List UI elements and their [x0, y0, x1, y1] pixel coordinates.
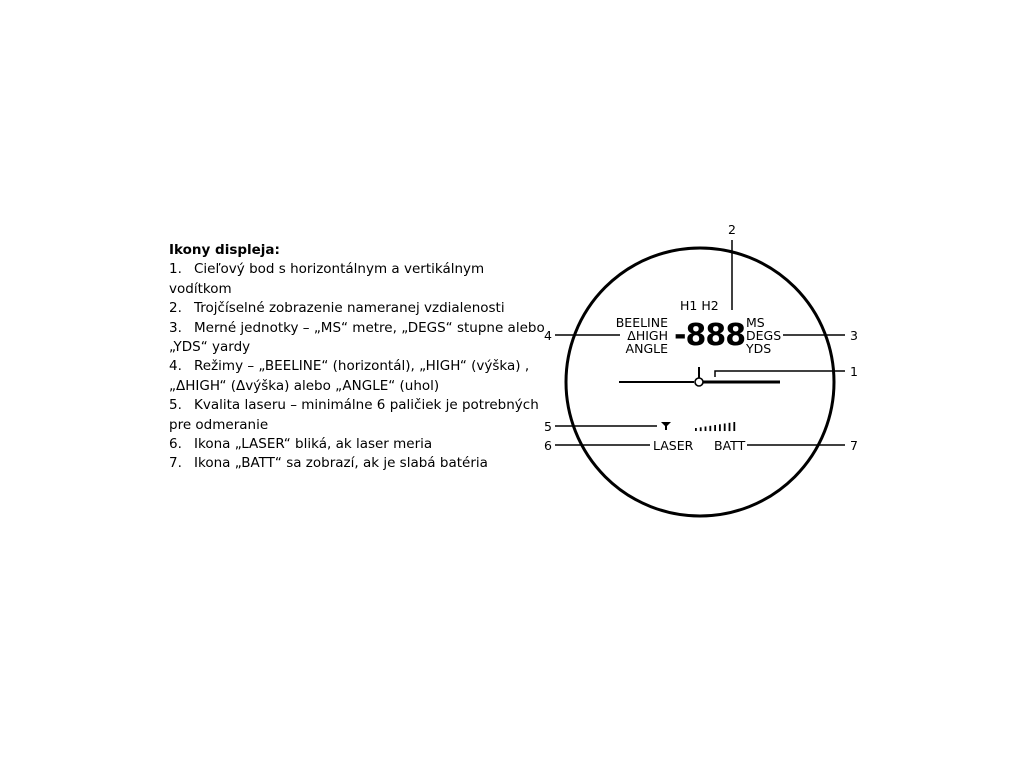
- legend-item-text: Cieľový bod s horizontálnym a vertikálnym vodítkom: [169, 261, 485, 297]
- laser-quality-bar: [729, 423, 731, 431]
- legend-item-number: 5.: [169, 397, 182, 414]
- legend-item-number: 4.: [169, 358, 182, 375]
- laser-quality-bars: [695, 422, 735, 431]
- legend-item-text: Merné jednotky – „MS“ metre, „DEGS“ stupne alebo „YDS“ yardy: [169, 319, 545, 356]
- unit-label-degs: DEGS: [746, 328, 782, 343]
- legend-item-number: 3.: [169, 319, 182, 336]
- laser-quality-bar: [705, 427, 707, 432]
- callout-2: 2: [728, 222, 736, 237]
- laser-signal-icon: [661, 422, 671, 430]
- laser-quality-bar: [709, 426, 711, 431]
- legend-item-number: 6.: [169, 436, 182, 453]
- laser-quality-bar: [700, 427, 702, 431]
- mode-label-delta-high: ΔHIGH: [627, 328, 668, 343]
- callout-7: 7: [850, 438, 858, 453]
- hold-labels: H1 H2: [680, 298, 719, 313]
- legend-item-text: Ikona „LASER“ bliká, ak laser meria: [194, 436, 433, 453]
- legend-item-number: 1.: [169, 261, 182, 278]
- legend-item-number: 2.: [169, 300, 182, 317]
- legend-item-text: Trojčíselné zobrazenie nameranej vzdialenosti: [194, 300, 505, 317]
- callout-1: 1: [850, 364, 858, 379]
- legend-item-number: 7.: [169, 455, 182, 472]
- mode-label-angle: ANGLE: [625, 341, 668, 356]
- callout-6: 6: [544, 438, 552, 453]
- legend-item-text: Režimy – „BEELINE“ (horizontál), „HIGH“ (výška) , „ΔHIGH“ (Δvýška) alebo „ANGLE“ (uhol): [169, 358, 530, 394]
- aiming-point: [695, 378, 703, 386]
- unit-label-ms: MS: [746, 315, 765, 330]
- laser-quality-bar: [724, 424, 726, 432]
- laser-quality-bar: [733, 422, 735, 431]
- callout-3: 3: [850, 328, 858, 343]
- mode-label-beeline: BEELINE: [615, 315, 668, 330]
- laser-quality-bar: [714, 425, 716, 431]
- unit-label-yds: YDS: [746, 341, 772, 356]
- distance-digits: -888: [674, 318, 746, 353]
- laser-label: LASER: [653, 438, 694, 453]
- laser-quality-bar: [719, 424, 721, 431]
- legend-item-text: Kvalita laseru – minimálne 6 paličiek je potrebných pre odmeranie: [169, 397, 539, 433]
- legend-heading: Ikony displeja:: [169, 242, 280, 258]
- callout-4: 4: [544, 328, 552, 343]
- callout-5: 5: [544, 419, 552, 434]
- callout-1-leader: [715, 371, 845, 377]
- batt-label: BATT: [714, 438, 746, 453]
- legend-item-text: Ikona „BATT“ sa zobrazí, ak je slabá batéria: [194, 455, 488, 472]
- laser-quality-bar: [695, 428, 697, 431]
